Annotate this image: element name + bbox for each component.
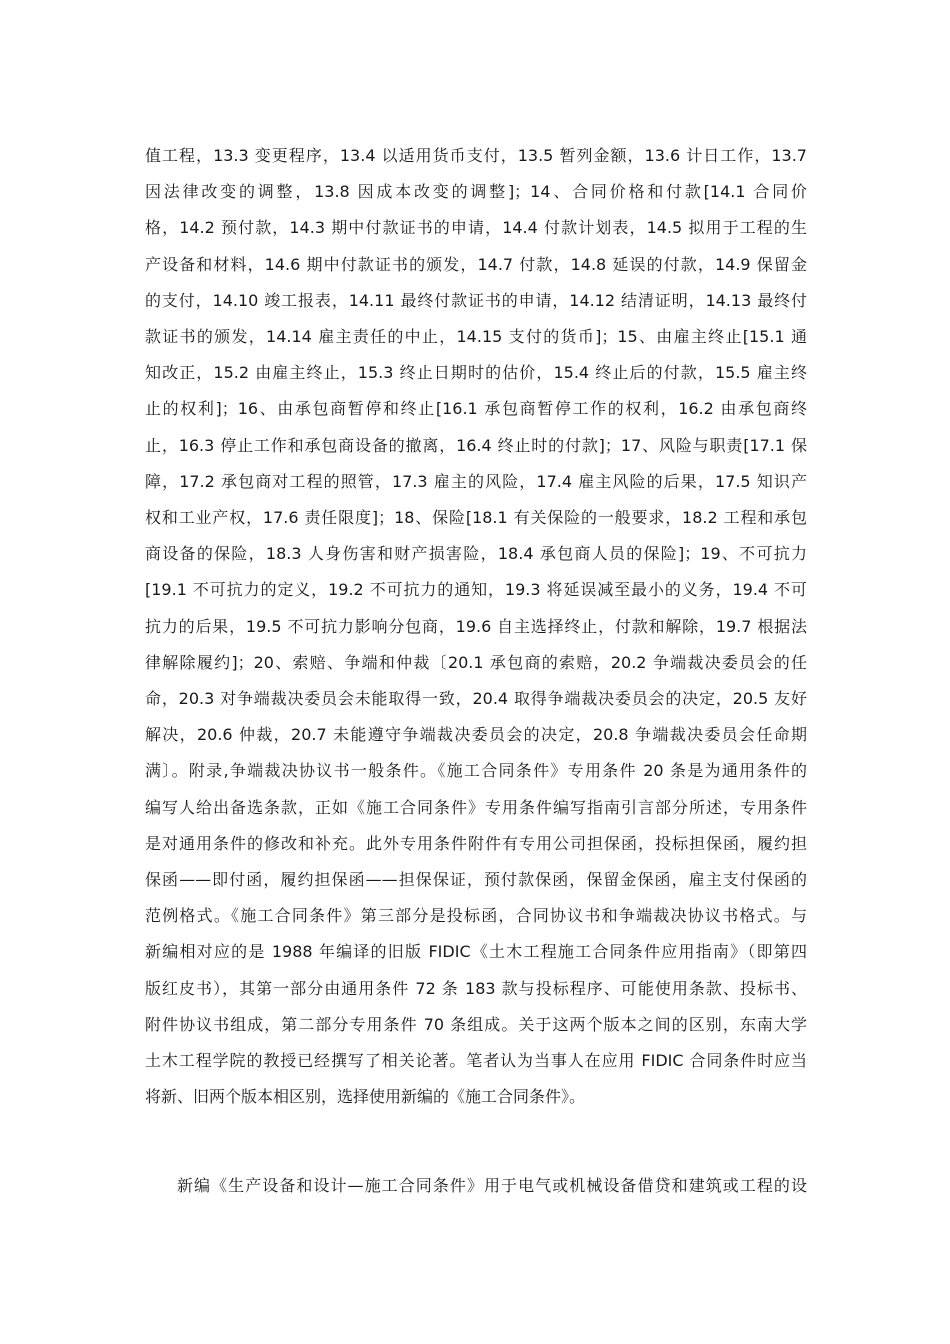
text-line: 土木工程学院的教授已经撰写了相关论著。笔者认为当事人在应用 FIDIC 合同条件时应当 — [145, 1051, 807, 1070]
text-line: 版红皮书），其第一部分由通用条件 72 条 183 款与投标程序、可能使用条款、投标书、 — [145, 979, 807, 998]
text-line: 商设备的保险，18.3 人身伤害和财产损害险，18.4 承包商人员的保险]；19、不可抗力 — [145, 544, 807, 563]
text-line: 知改正，15.2 由雇主终止，15.3 终止日期时的估价，15.4 终止后的付款，15.5 雇主终 — [145, 363, 807, 382]
text-line: 是对通用条件的修改和补充。此外专用条件附件有专用公司担保函，投标担保函，履约担 — [145, 834, 807, 853]
text-line: 满〕。附录,争端裁决协议书一般条件。《施工合同条件》专用条件 20 条是为通用条件的 — [145, 761, 807, 780]
text-line: 的支付，14.10 竣工报表，14.11 最终付款证书的申请，14.12 结清证明，14.13 最终付 — [145, 291, 807, 310]
text-line: 产设备和材料，14.6 期中付款证书的颁发，14.7 付款，14.8 延误的付款，14.9 保留金 — [145, 255, 807, 274]
text-line: 保函——即付函，履约担保函——担保保证，预付款保函，保留金保函，雇主支付保函的 — [145, 870, 807, 889]
text-line: 附件协议书组成，第二部分专用条件 70 条组成。关于这两个版本之间的区别，东南大学 — [145, 1015, 807, 1034]
text-line: 格，14.2 预付款，14.3 期中付款证书的申请，14.4 付款计划表，14.5 拟用于工程的生 — [145, 218, 807, 237]
text-line: [19.1 不可抗力的定义，19.2 不可抗力的通知，19.3 将延误减至最小的义务，19.4 不可 — [145, 580, 807, 599]
text-line: 新编相对应的是 1988 年编译的旧版 FIDIC《土木工程施工合同条件应用指南》（即第四 — [145, 942, 807, 961]
text-line: 律解除履约]；20、索赔、争端和仲裁〔20.1 承包商的索赔，20.2 争端裁决委员会的任 — [145, 653, 807, 672]
text-line: 止的权利]；16、由承包商暂停和终止[16.1 承包商暂停工作的权利，16.2 由承包商终 — [145, 399, 807, 418]
text-line: 权和工业产权，17.6 责任限度]；18、保险[18.1 有关保险的一般要求，18.2 工程和承包 — [145, 508, 807, 527]
text-line: 因法律改变的调整，13.8 因成本改变的调整]；14、合同价格和付款[14.1 合同价 — [145, 182, 807, 201]
text-line: 新编《生产设备和设计—施工合同条件》用于电气或机械设备借贷和建筑或工程的设 — [177, 1176, 807, 1195]
text-line: 款证书的颁发，14.14 雇主责任的中止，14.15 支付的货币]；15、由雇主终止[15.1 通 — [145, 327, 807, 346]
text-line: 止，16.3 停止工作和承包商设备的撤离，16.4 终止时的付款]；17、风险与职责[17.1 保 — [145, 436, 807, 455]
text-line: 值工程，13.3 变更程序，13.4 以适用货币支付，13.5 暂列金额，13.6 计日工作，13.7 — [145, 146, 807, 165]
text-line: 编写人给出备选条款，正如《施工合同条件》专用条件编写指南引言部分所述，专用条件 — [145, 798, 807, 817]
text-line: 将新、旧两个版本相区别，选择使用新编的《施工合同条件》。 — [145, 1087, 586, 1106]
text-line: 范例格式。《施工合同条件》第三部分是投标函，合同协议书和争端裁决协议书格式。与 — [145, 906, 807, 925]
text-line: 障，17.2 承包商对工程的照管，17.3 雇主的风险，17.4 雇主风险的后果，17.5 知识产 — [145, 472, 807, 491]
text-line: 解决，20.6 仲裁，20.7 未能遵守争端裁决委员会的决定，20.8 争端裁决委员会任命期 — [145, 725, 807, 744]
text-line: 命，20.3 对争端裁决委员会未能取得一致，20.4 取得争端裁决委员会的决定，20.5 友好 — [145, 689, 807, 708]
text-line: 抗力的后果，19.5 不可抗力影响分包商，19.6 自主选择终止，付款和解除，19.7 根据法 — [145, 617, 807, 636]
